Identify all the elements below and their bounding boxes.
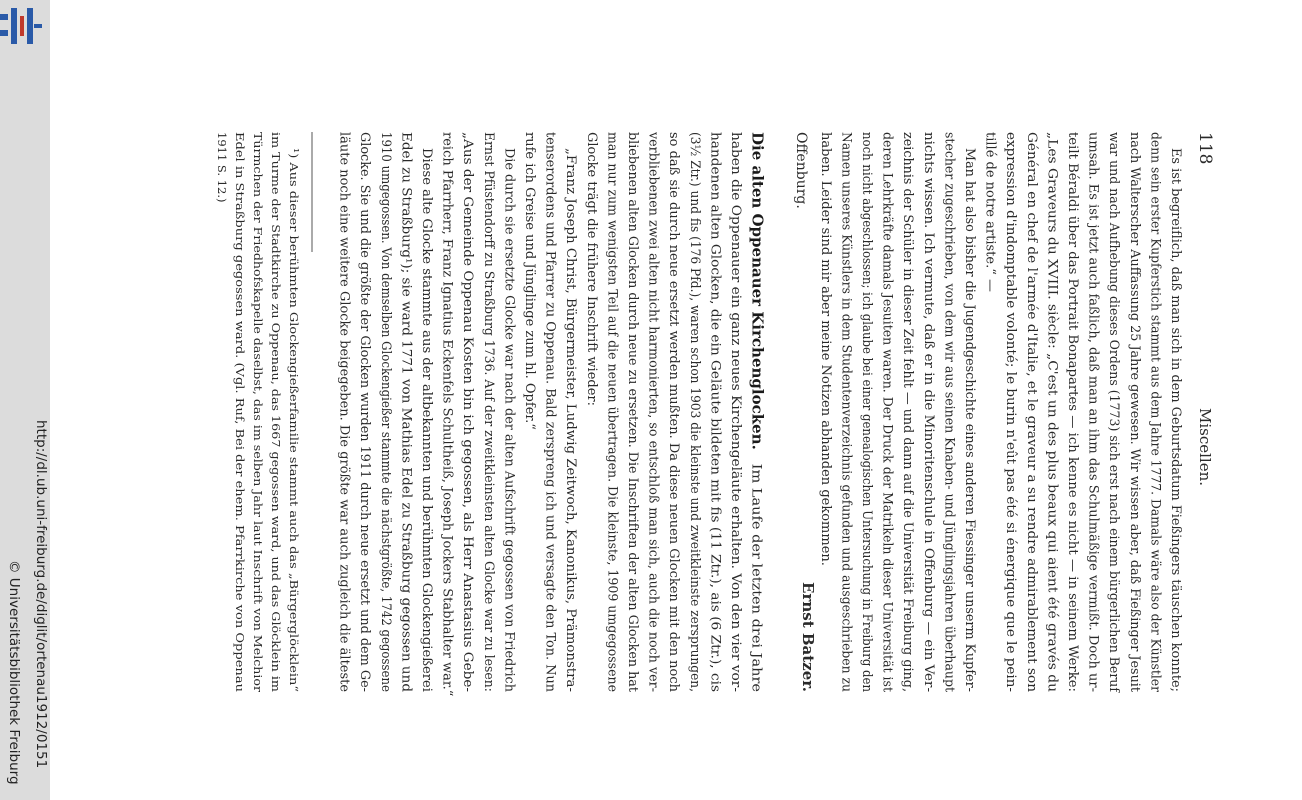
text-line: deren Lehrkräfte damals Jesuiten waren. Der Druck der Matrikeln dieser Universität ist (879, 132, 895, 714)
sidebar-text (0, 0, 50, 800)
author-signature: Ernst Batzer. (799, 582, 818, 692)
footnote-line: 1911 S. 12.) (215, 132, 229, 203)
text-line: „Aus der Gemeinde Oppenau Kosten bin ich gegossen, als Herr Anastasius Gebe- (460, 132, 476, 669)
footnote-line: Türmchen der Friedhofskapelle daselbst, das im selben Jahr laut Inschrift von Melchior (251, 132, 265, 644)
footnote-line: im Turme der Stadtkirche zu Oppenau, das 1667 gegossen ward, und das Glöcklein im (269, 132, 283, 639)
text-line: stecher zugeschrieben, von dem wir aus seinen Knaben- und Jünglingsjahren überhaupt (941, 132, 957, 715)
text-line: läute noch eine weitere Glocke beigegeben. Die größte war auch zugleich die älteste (336, 132, 352, 694)
text-line: denn sein erster Kupferstich stammt aus dem Jahre 1777. Damals wäre also der Künstler (1147, 132, 1163, 722)
viewer-sidebar (0, 0, 50, 800)
text-line: handenen alten Glocken, die ein Geläute bildeten mit fis (11 Ztr.), ais (6 Ztr.), cis (707, 132, 723, 665)
text-line: teilt Béraldi über das Portrait Bonapartes — ich kenne es nicht — in seinem Werke: (1065, 132, 1080, 683)
text-line: zeichnis der Schüler in dieser Zeit fehlt — und dann auf die Universität Freiburg ging, (900, 132, 916, 704)
text-line: nichts wissen. Ich vermute, daß er in die Minoritenschule in Offenburg — ein Ver- (920, 132, 936, 674)
text-line: nach Walterscher Auffassung 25 Jahre gewesen. Wir wissen aber, daß Fießinger Jesuit (1126, 132, 1142, 703)
text-line: reich Pfarrherr, Franz Ignatius Eckenfels Schultheiß, Joseph Jockers Stabhalter war.“ (439, 132, 455, 697)
text-line: tillé de notre artiste.“ — (982, 132, 998, 292)
text-line: Edel zu Straßburg¹); sie ward 1771 von Mathias Edel zu Straßburg gegossen und (398, 132, 414, 671)
text-line: haben. Leider sind mir aber meine Notizen abhanden gekommen. (817, 132, 833, 566)
footnote-line: Edel in Straßburg gegossen ward. (Vgl. Ruf, Bei der ehem. Pfarrkirche von Oppenau (233, 132, 247, 627)
text-line: tenserordens und Pfarrer zu Oppenau. Bald zerspreng ich und versagte den Ton. Nun (542, 132, 558, 699)
text-line: „Les Graveurs du XVIII. siècle: „C'est un des plus beaux qui aient été gravés du (1044, 132, 1060, 659)
text-line: rufe ich Greise und Jünglinge zum hl. Opfer.“ (522, 132, 537, 430)
article-text (817, 132, 1183, 754)
text-line: noch nicht abgeschlossen; ich glaube bei einer genealogischen Untersuchung in Freiburg den (859, 132, 874, 754)
text-line: man nur zum wenigsten Teil auf die neuen übertragen. Die kleinste, 1909 umgegossene (604, 132, 620, 714)
text-line: 1910 umgegossen. Von demselben Glockengießer stammte die nächstgrößte, 1742 gegossene (377, 132, 393, 753)
text-line: war und nach Aufhebung dieses Ordens (1773) sich erst nach einem bürgerlichen Beruf (1106, 132, 1122, 715)
text-line: Glocke trägt die frühere Inschrift wieder: (583, 132, 599, 406)
text-line: Man hat also bisher die Jugendgeschichte eines anderen Fiessinger unserm Kupfer- (962, 148, 977, 703)
running-head: Miscellen. (1196, 408, 1214, 487)
text-line: expression d'indomptable volonté; le burin n'eût pas été si énergique que le pein- (1003, 132, 1019, 671)
text-line: Namen unseres Künstlers in dem Studentenverzeichnis gefunden und ausgeschrieben zu (838, 132, 854, 721)
text-line: umsah. Es ist jetzt auch faßlich, daß man an ihm das Schulmäßige vermißt. Doch ur- (1085, 132, 1101, 692)
text-line: Général en chef de l'armée d'Italie, et le graveur a su rendre admirablement son (1023, 132, 1039, 665)
section-text (336, 131, 764, 753)
footnote-text (215, 132, 301, 693)
page-number: 118 (1195, 132, 1215, 165)
text-line: so daß sie durch neue ersetzt werden mußten. Da diese neuen Glocken mit den noch (666, 132, 682, 693)
document-url-link[interactable]: http://dl.ub.uni-freiburg.de/diglit/ortenau1912/0151 (33, 420, 49, 769)
text-line: (3½ Ztr.) und fis (176 Pfd.), waren schon 1903 die kleinste und zweitkleinste zersprungen, (686, 132, 702, 730)
text-line: bliebenen alten Glocken durch neue zu ersetzen. Die Inschriften der alten Glocken hat (625, 132, 640, 705)
text-line: haben die Oppenauer ein ganz neues Kirchengeläute erhalten. Von den vier vor- (728, 132, 743, 663)
footnote-line: ¹) Aus dieser berühmten Glockengießerfamilie stammt auch das „Bürgerglöcklein“ (287, 148, 301, 632)
place-name: Offenburg. (793, 132, 810, 209)
text-line: Glocke. Sie und die größte der Glocken wurden 1911 durch neue ersetzt und dem Ge- (357, 132, 373, 701)
text-line: Im Laufe der letzten drei Jahre (748, 463, 764, 669)
document-page (50, 0, 1302, 800)
text-line: Diese alte Glocke stammte aus der altbekannten und berühmten Glockengießerei (419, 148, 434, 687)
section-title: Die alten Oppenauer Kirchenglocken. (748, 132, 767, 450)
text-line: Es ist begreiflich, daß man sich in dem Geburtsdatum Fießingers täuschen konnte; (1168, 148, 1183, 697)
page-content (215, 131, 1215, 754)
text-line: Die durch sie ersetzte Glocke war nach der alten Aufschrift gegossen von Friedrich (501, 148, 517, 700)
copyright-notice: © Universitätsbibliothek Freiburg (6, 560, 22, 785)
text-line: „Franz Joseph Christ, Bürgermeister, Ludwig Zeitwoch, Kanonikus, Prämonstra- (563, 148, 579, 679)
text-line: Ernst Pfüstendorff zu Straßburg 1736. Auf der zweitkleinsten alten Glocke war zu lesen: (480, 132, 496, 718)
text-line: verbliebenen zwei alten nicht harmonierten, so entschloß man sich, auch die noch ver- (645, 132, 661, 706)
